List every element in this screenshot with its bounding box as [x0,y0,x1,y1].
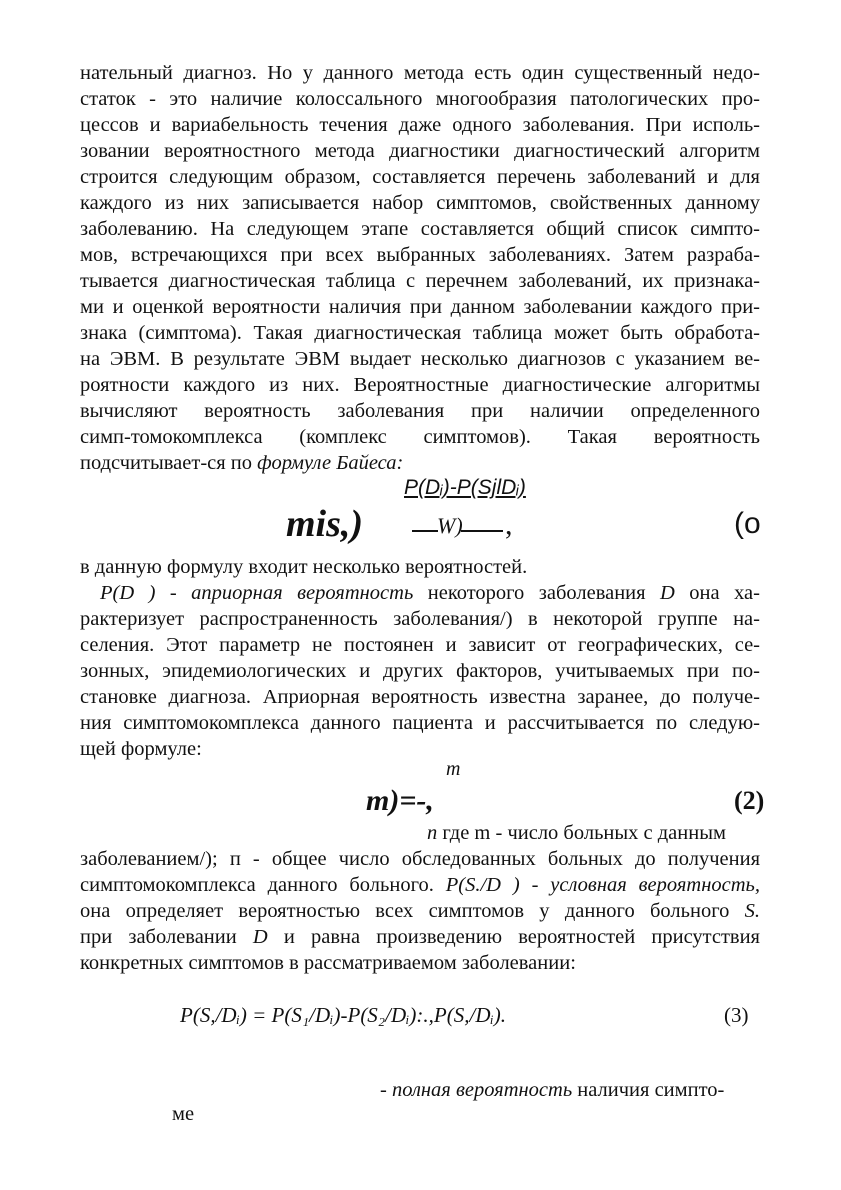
total-probability-line [380,1079,724,1102]
text-line: ме [172,1103,195,1125]
text-segment: n [427,822,438,844]
formula-2-number: (2) [734,786,765,815]
text-line [80,898,760,924]
text-segment: симптомокомплекса данного больного. [80,874,446,896]
formula-3-text: P(S,/Dᵢ) = P(S₁/Dᵢ)-P(S₂/Dᵢ):.,P(S,/Dᵢ). [180,1003,507,1027]
text-line: симп-томокомплекса (комплекс симптомов). Такая вероятность [80,426,760,448]
text-line: вычисляют вероятность заболевания при наличии определенного [80,400,760,422]
conditional-probability-term: P(S./D ) - условная вероятность, [445,874,760,896]
text-line: знака (симптома). Такая диагностическая таблица может быть обработа- [80,322,760,344]
formula-1-left: mis,) [286,503,364,545]
text-line: зовании вероятностного метода диагностики диагностический алгоритм [80,140,760,162]
text-line: щей формуле: [80,738,202,760]
formula-1-denominator: W) [437,513,463,538]
text-segment: S. [744,900,760,922]
text-segment: подсчитывает-ся по [80,452,258,474]
text-line: нательный диагноз. Но у данного метода есть один существенный недо- [80,62,760,84]
text-line: становке диагноза. Априорная вероятность известна заранее, до получе- [80,686,760,708]
total-probability-term: - полная вероятность [380,1079,573,1101]
text-line: на ЭВМ. В результате ЭВМ выдает несколько диагнозов с указанием ве- [80,348,760,370]
text-segment: при заболевании [80,926,253,948]
formula-2-caption [427,820,726,846]
text-line: зонных, эпидемиологических и других факторов, учитываемых при по- [80,660,760,682]
text-line: в данную формулу входит несколько вероятностей. [80,556,528,578]
text-segment: она определяет вероятностью всех симптомов у данного больного [80,900,745,922]
text-line: статок - это наличие колоссального многообразия патологических про- [80,88,760,110]
formula-3-number: (3) [724,1003,749,1027]
text-segment: D [252,926,268,948]
text-line [100,580,760,606]
text-segment: где m - число больных с данным [437,822,726,844]
text-line: каждого из них записывается набор симптомов, свойственных данному [80,192,760,214]
text-line [80,450,760,476]
text-line: ния симптомокомплекса данного пациента и рассчитывается по следую- [80,712,760,734]
text-line: селения. Этот параметр не постоянен и зависит от географических, се- [80,634,760,656]
text-segment: и равна произведению вероятностей присутствия [267,926,760,948]
text-line: строится следующим образом, составляется перечень заболеваний и для [80,166,760,188]
prior-probability-term: P(D ) - априорная вероятность [100,582,414,604]
text-segment: наличия симпто- [572,1079,725,1101]
text-line: заболеванием/); п - общее число обследованных больных до получения [80,848,760,870]
text-line: роятности каждого из них. Вероятностные диагностические алгоритмы [80,374,760,396]
bayes-formula-ref: формуле Байеса: [257,452,404,474]
text-line [80,872,760,898]
formula-2-top: m [446,758,461,780]
text-segment: D [660,582,675,604]
formula-1-number: (o [734,507,761,540]
formula-1-comma: , [505,508,513,541]
text-line: ми и оценкой вероятности наличия при данном заболевании каждого при- [80,296,760,318]
text-segment: она ха- [674,582,760,604]
formula-2-main: m)=-, [366,784,434,817]
text-segment: некоторого заболевания [413,582,661,604]
fraction-bar [412,530,438,532]
text-line: конкретных симптомов в рассматриваемом заболевании: [80,952,576,974]
text-line: тывается диагностическая таблица с перечнем заболеваний, их признака- [80,270,760,292]
text-line [80,924,760,950]
text-line: рактеризует распространенность заболевания/) в некоторой группе на- [80,608,760,630]
formula-1-numerator: P(Dᵢ)-P(SjlDᵢ) [404,476,526,499]
text-line: цессов и вариабельность течения даже одного заболевания. При исполь- [80,114,760,136]
fraction-bar [461,530,503,532]
text-line: мов, встречающихся при всех выбранных заболеваниях. Затем разраба- [80,244,760,266]
text-line: заболеванию. На следующем этапе составляется общий список симпто- [80,218,760,240]
